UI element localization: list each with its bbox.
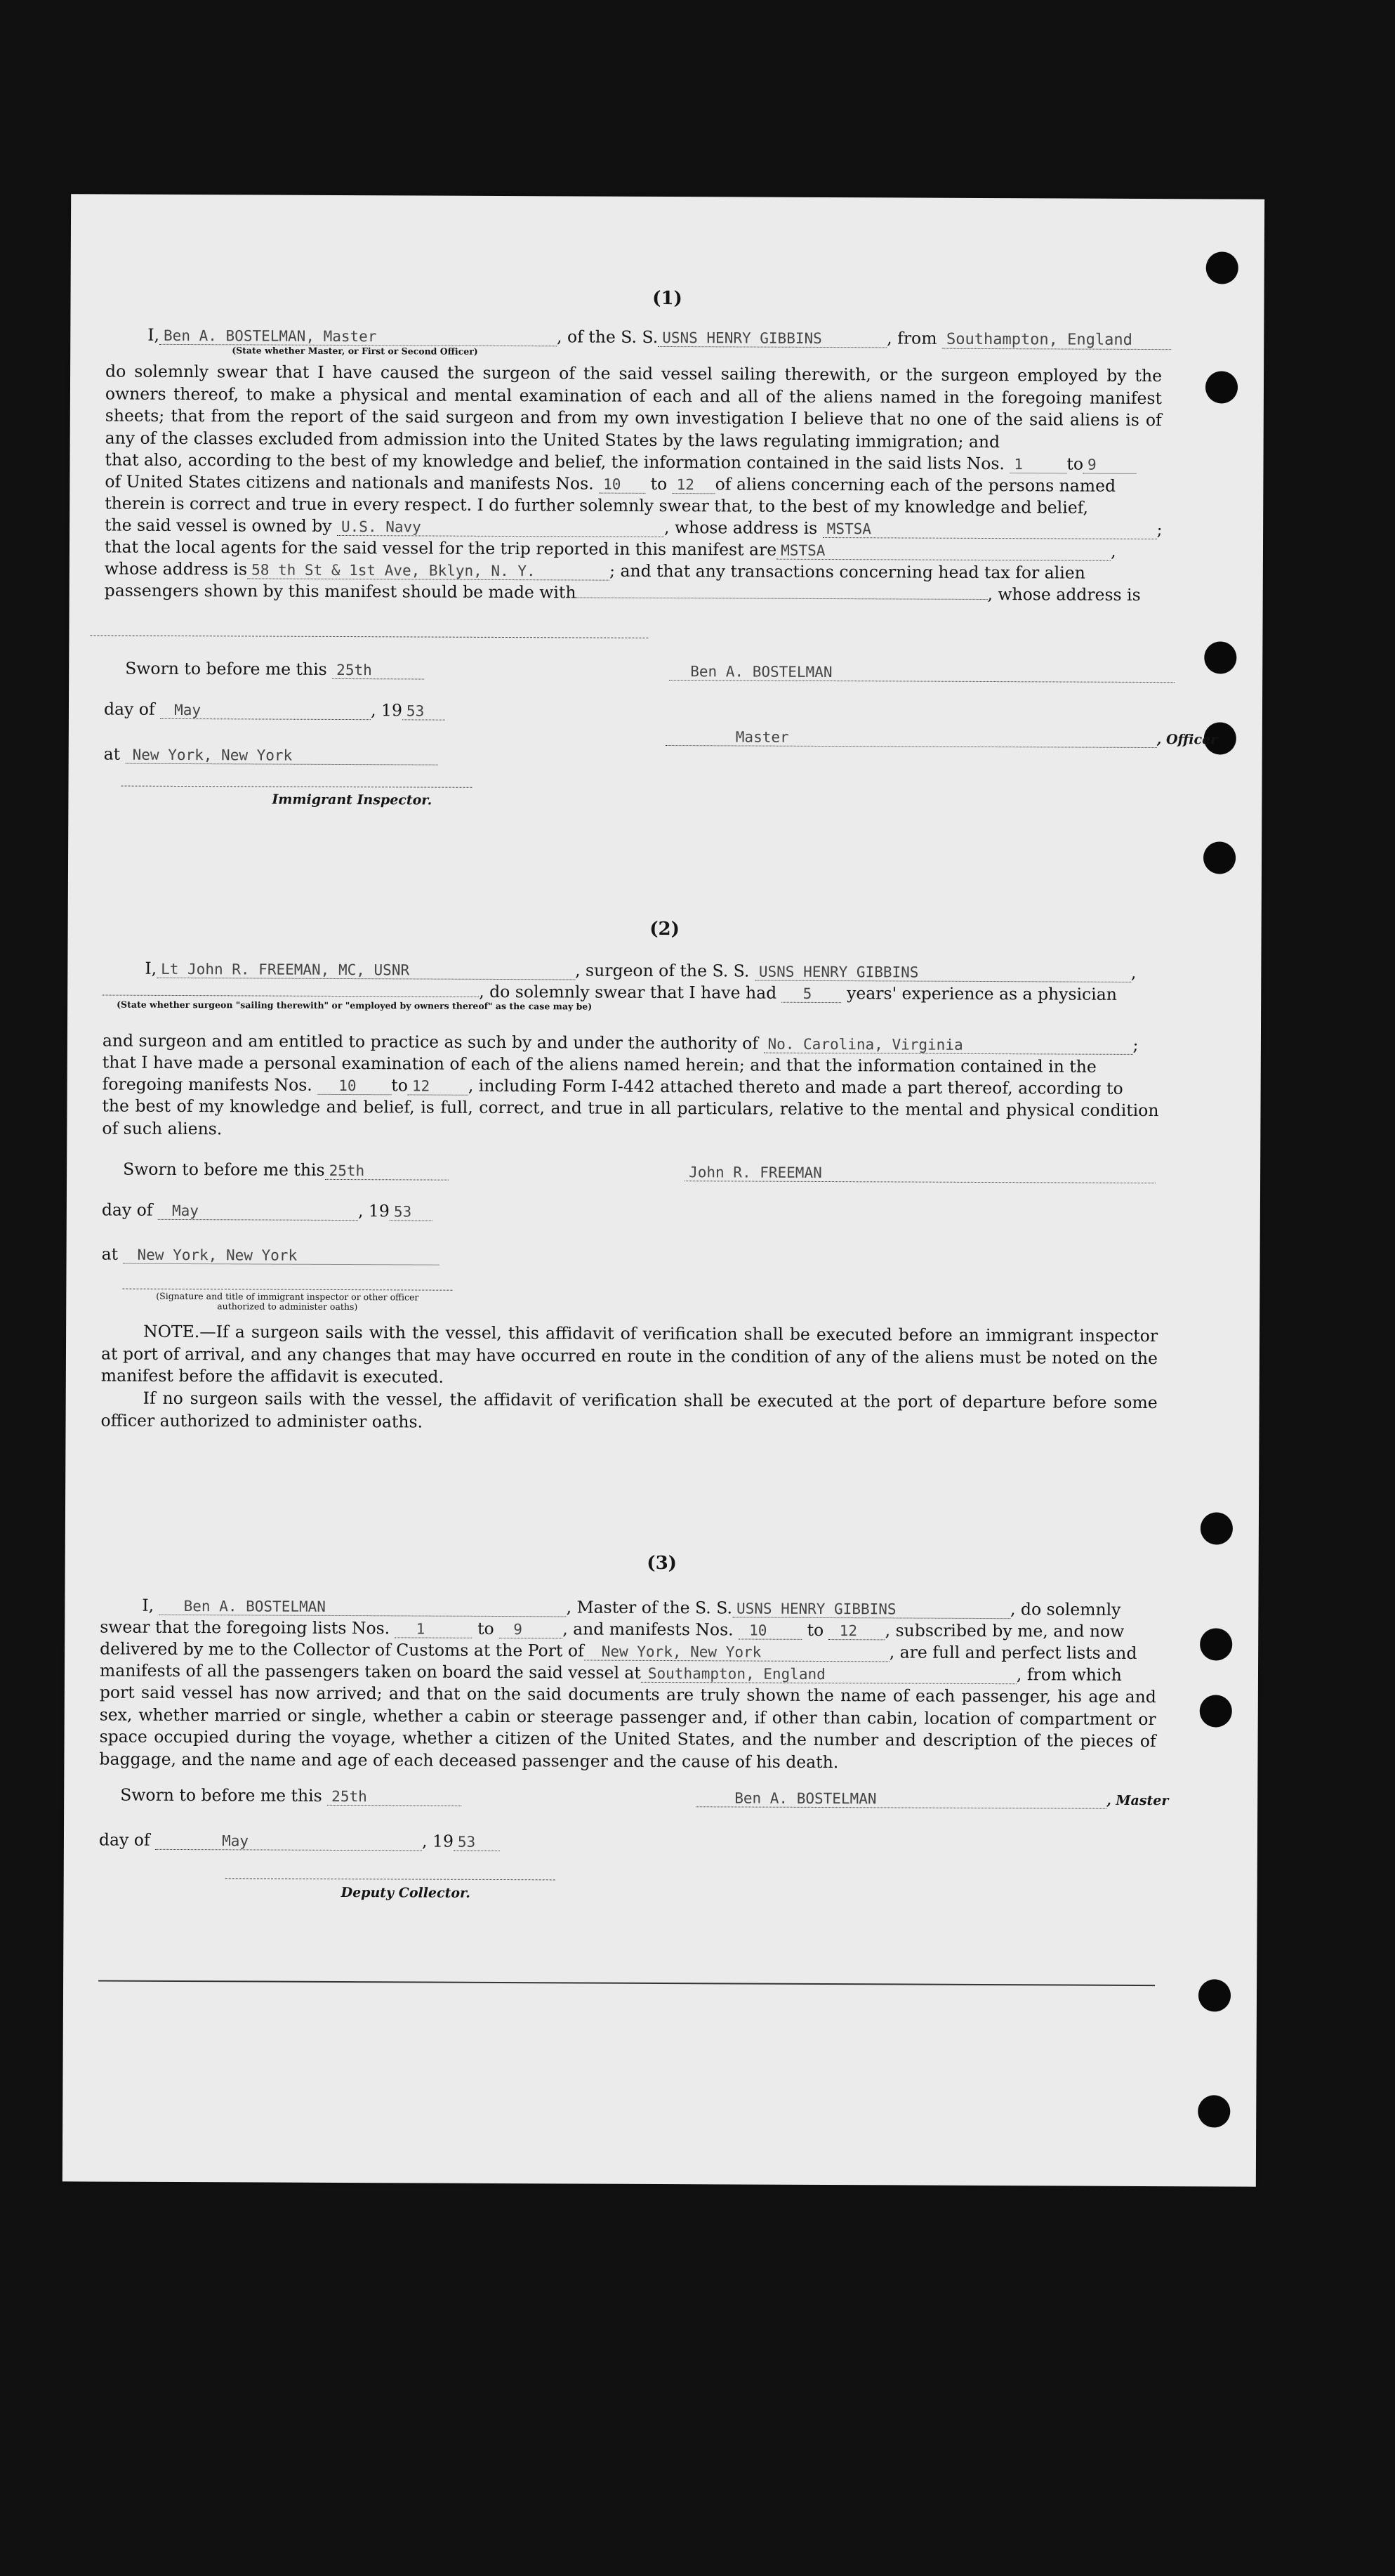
date-line bbox=[104, 699, 445, 723]
exam-line: that I have made a personal examination of each of the aliens named herein; and that the information contained in the bbox=[102, 1052, 1097, 1077]
title-field: Master bbox=[666, 728, 1157, 748]
signature-line bbox=[685, 1161, 1156, 1185]
fm-from-field: 10 bbox=[317, 1077, 391, 1095]
sworn-day-field: 25th bbox=[325, 1162, 449, 1181]
month-field: May bbox=[155, 1832, 422, 1851]
label: Sworn to before me this bbox=[123, 1159, 325, 1180]
collector-label: Deputy Collector. bbox=[341, 1885, 471, 1901]
section-master-affidavit bbox=[71, 194, 1264, 808]
fm-to-field: 12 bbox=[408, 1077, 468, 1095]
title-line bbox=[666, 725, 1218, 751]
manifest-to-field: 12 bbox=[673, 476, 715, 494]
label: the said vessel is owned by bbox=[105, 515, 332, 536]
label: swear that the foregoing lists Nos. bbox=[100, 1617, 390, 1638]
label: ; and that any transactions concerning head tax for alien bbox=[609, 560, 1085, 583]
agent-address-field: 58 th St & 1st Ave, Bklyn, N. Y. bbox=[247, 561, 609, 580]
manifest-page bbox=[62, 194, 1264, 2186]
punch-hole bbox=[1200, 1628, 1232, 1660]
years-field: 5 bbox=[782, 985, 842, 1003]
label: , Master of the S. S. bbox=[566, 1597, 733, 1618]
label: at bbox=[101, 1244, 119, 1264]
agents-field: MSTSA bbox=[776, 542, 1111, 561]
list-from-field: 1 bbox=[1010, 456, 1066, 473]
signature-field: John R. FREEMAN bbox=[685, 1164, 1156, 1183]
label: passengers shown by this manifest should be made with bbox=[104, 580, 576, 603]
passengers-paragraph: port said vessel has now arrived; and that on the said documents are truly shown the name of each passenger, his age and sex, whether married or single, whether a cabin or steerage passenger and, if other than cabin, location of compartment or space occupied during the voyage, whether a citizen of the United States, and the number and description of the pieces of baggage, and the name and age of each deceased passenger and the cause of his death. bbox=[99, 1682, 1156, 1772]
note2-paragraph: If no surgeon sails with the vessel, the affidavit of verification shall be executed at the port of departure before some officer authorized to administer oaths. bbox=[100, 1388, 1158, 1432]
embark-port-field: Southampton, England bbox=[641, 1665, 1017, 1684]
section-number: (1) bbox=[652, 287, 682, 310]
punch-hole bbox=[1200, 1695, 1232, 1727]
oath-paragraph: do solemnly swear that I have caused the surgeon of the said vessel sailing therewith, or the surgeon employed by the owners thereof, to make a physical and mental examination of each and all of the aliens named in the foregoing manifest sheets; that from the report of the said surgeon and from my own investigation I believe that no one of the said aliens is of any of the classes excluded from admission into the United States by the laws regulating immigration; and bbox=[105, 361, 1163, 452]
correct-line: therein is correct and true in every respect. I do further solemnly swear that, to the best of my knowledge and belief, bbox=[105, 493, 1089, 518]
label: , bbox=[1111, 541, 1116, 561]
punch-hole bbox=[1201, 1512, 1233, 1544]
punch-hole bbox=[1205, 371, 1238, 403]
officer-label: , Officer bbox=[1156, 732, 1218, 748]
label: I, bbox=[142, 1595, 154, 1615]
note-paragraph: NOTE.—If a surgeon sails with the vessel, this affidavit of verification shall be executed before an immigrant inspector at port of arrival, and any changes that may have occurred en route in the condition of any of the aliens must be noted on the manifest before the affidavit is executed. bbox=[100, 1321, 1158, 1387]
label: of United States citizens and nationals and manifests Nos. bbox=[105, 471, 594, 494]
vessel-field: USNS HENRY GIBBINS bbox=[755, 964, 1131, 983]
inspector-signature-line bbox=[121, 786, 472, 788]
sworn-line bbox=[120, 1785, 461, 1808]
port-field: New York, New York bbox=[584, 1643, 890, 1662]
master-name-field: Ben A. BOSTELMAN, Master bbox=[159, 327, 557, 346]
surgeon-status-field bbox=[103, 995, 479, 997]
manifest-from-field: 10 bbox=[739, 1622, 802, 1639]
list-to-field: 9 bbox=[499, 1621, 562, 1638]
label: , do solemnly swear that I have had bbox=[479, 981, 777, 1003]
month-field: May bbox=[160, 702, 371, 720]
port-from-field: Southampton, England bbox=[942, 331, 1171, 350]
punch-hole bbox=[1204, 641, 1236, 673]
label: day of bbox=[98, 1829, 150, 1850]
label: that also, according to the best of my knowledge and belief, the information contained in the said lists Nos. bbox=[105, 449, 1005, 474]
label: delivered by me to the Collector of Customs at the Port of bbox=[100, 1638, 584, 1661]
list-to-field: 9 bbox=[1083, 456, 1137, 474]
year-field: 53 bbox=[390, 1203, 432, 1221]
label: at bbox=[103, 744, 121, 764]
head-tax-field bbox=[576, 597, 987, 600]
year-field: 53 bbox=[454, 1834, 500, 1851]
bottom-rule bbox=[98, 1980, 1155, 1986]
passengers-line bbox=[105, 580, 1141, 607]
label: to bbox=[1066, 454, 1084, 474]
place-field: New York, New York bbox=[123, 1247, 439, 1266]
place-line bbox=[104, 744, 438, 768]
label: and surgeon and am entitled to practice as such by and under the authority of bbox=[102, 1030, 759, 1053]
rank-note: (State whether Master, or First or Second Officer) bbox=[232, 345, 478, 357]
place-line bbox=[102, 1244, 439, 1268]
owner-address-field: MSTSA bbox=[823, 520, 1157, 539]
label: , from bbox=[887, 328, 937, 348]
address-blank bbox=[90, 635, 648, 638]
vessel-field: USNS HENRY GIBBINS bbox=[732, 1600, 1010, 1619]
label: , 19 bbox=[357, 1201, 390, 1221]
label: to bbox=[477, 1618, 494, 1638]
label: , from which bbox=[1016, 1664, 1122, 1685]
authority-field: No. Carolina, Virginia bbox=[763, 1036, 1132, 1055]
punch-hole bbox=[1198, 2095, 1230, 2127]
label: to bbox=[807, 1619, 824, 1641]
label: , including Form I-442 attached thereto and made a part thereof, according to bbox=[468, 1075, 1123, 1098]
date-line bbox=[99, 1829, 500, 1853]
label: , whose address is bbox=[663, 517, 818, 538]
owner-field: U.S. Navy bbox=[337, 518, 664, 537]
signature-line bbox=[669, 660, 1175, 685]
punch-hole bbox=[1198, 1979, 1231, 2011]
label: I, bbox=[145, 958, 157, 978]
manifest-from-field: 10 bbox=[599, 476, 645, 494]
label: to bbox=[391, 1075, 408, 1096]
label: , 19 bbox=[371, 700, 403, 721]
label: whose address is bbox=[104, 558, 248, 579]
label: to bbox=[650, 473, 668, 494]
label: that the local agents for the said vessel for the trip reported in this manifest are bbox=[104, 537, 777, 560]
vessel-field: USNS HENRY GIBBINS bbox=[658, 329, 887, 348]
sworn-day-field: 25th bbox=[327, 1788, 461, 1806]
manifest-to-field: 12 bbox=[829, 1622, 885, 1640]
section-number: (2) bbox=[649, 918, 680, 940]
punch-hole bbox=[1203, 841, 1236, 874]
master-label: , Master bbox=[1106, 1792, 1169, 1809]
sworn-line bbox=[123, 1159, 449, 1183]
list-from-field: 1 bbox=[395, 1620, 472, 1638]
label: of aliens concerning each of the persons named bbox=[715, 474, 1116, 496]
label: , bbox=[1130, 962, 1137, 983]
section-number: (3) bbox=[647, 1552, 677, 1575]
label: manifests of all the passengers taken on board the said vessel at bbox=[99, 1660, 641, 1683]
sworn-day-field: 25th bbox=[332, 662, 424, 680]
inspector-label: Immigrant Inspector. bbox=[272, 791, 432, 808]
label: I, bbox=[147, 324, 160, 345]
label: , surgeon of the S. S. bbox=[575, 960, 750, 981]
label: , 19 bbox=[422, 1831, 454, 1851]
sworn-line bbox=[125, 658, 424, 681]
master-name-field: Ben A. BOSTELMAN bbox=[159, 1598, 567, 1617]
signature-line bbox=[696, 1787, 1168, 1812]
date-line bbox=[102, 1200, 432, 1223]
surgeon-note: (State whether surgeon "sailing therewith" or "employed by owners thereof" as the case may be) bbox=[117, 999, 593, 1012]
label: foregoing manifests Nos. bbox=[102, 1074, 312, 1095]
label: Sworn to before me this bbox=[120, 1785, 322, 1806]
month-field: May bbox=[158, 1202, 358, 1221]
label: , whose address is bbox=[987, 584, 1141, 605]
label: , do solemnly bbox=[1010, 1599, 1121, 1619]
label: , subscribed by me, and now bbox=[885, 1620, 1125, 1641]
surgeon-name-field: Lt John R. FREEMAN, MC, USNR bbox=[157, 961, 575, 980]
label: Sworn to before me this bbox=[125, 658, 327, 679]
signature-field: Ben A. BOSTELMAN bbox=[696, 1789, 1106, 1809]
collector-signature-line bbox=[225, 1878, 555, 1880]
label: , and manifests Nos. bbox=[562, 1619, 734, 1640]
label: , are full and perfect lists and bbox=[889, 1642, 1137, 1663]
label: ; bbox=[1132, 1034, 1139, 1055]
belief-paragraph: the best of my knowledge and belief, is full, correct, and true in all particulars, relative to the mental and physical condition of such aliens. bbox=[102, 1096, 1159, 1138]
officer-caption: (Signature and title of immigrant inspector or other officer authorized to administer oaths) bbox=[156, 1290, 419, 1313]
punch-hole bbox=[1206, 251, 1238, 284]
year-field: 53 bbox=[402, 702, 445, 720]
label: years' experience as a physician bbox=[847, 983, 1117, 1004]
label: day of bbox=[101, 1200, 153, 1220]
label: ; bbox=[1156, 520, 1163, 540]
place-field: New York, New York bbox=[126, 747, 438, 765]
signature-field: Ben A. BOSTELMAN bbox=[669, 663, 1175, 683]
label: , of the S. S. bbox=[557, 327, 659, 347]
label: day of bbox=[103, 699, 155, 719]
